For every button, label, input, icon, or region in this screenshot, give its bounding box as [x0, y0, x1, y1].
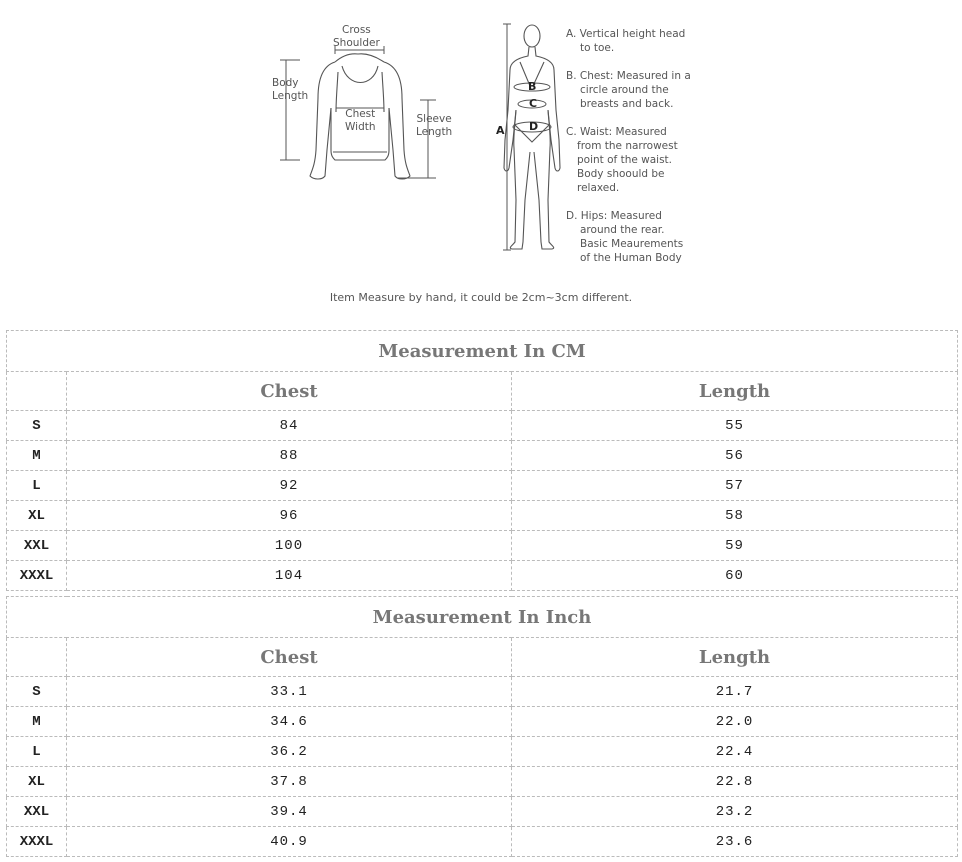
- chest-cell: 96: [67, 501, 512, 531]
- header-length: Length: [512, 638, 958, 677]
- size-cell: M: [7, 707, 67, 737]
- note-b-line3: breasts and back.: [580, 98, 674, 110]
- table-row: [7, 827, 958, 857]
- table-row: [7, 471, 958, 501]
- note-a-line1: A. Vertical height head: [566, 28, 686, 40]
- letter-a: A: [496, 124, 505, 137]
- table-title: Measurement In CM: [7, 331, 958, 372]
- body-length-line2: Length: [272, 89, 309, 102]
- size-cell: L: [7, 471, 67, 501]
- size-cell: S: [7, 677, 67, 707]
- table-row: [7, 561, 958, 591]
- chest-cell: 92: [67, 471, 512, 501]
- chest-cell: 100: [67, 531, 512, 561]
- chest-cell: 36.2: [67, 737, 512, 767]
- header-size: [7, 372, 67, 411]
- letter-b: B: [528, 80, 537, 93]
- measurement-diagram: [0, 0, 962, 310]
- size-table-inch: [6, 596, 958, 857]
- header-chest: Chest: [67, 372, 512, 411]
- length-cell: 57: [512, 471, 958, 501]
- note-c-line2: from the narrowest: [577, 140, 678, 152]
- note-a: [566, 27, 685, 55]
- note-d-line4: of the Human Body: [580, 252, 682, 264]
- note-d: [566, 209, 683, 265]
- chest-width-line2: Width: [345, 120, 376, 133]
- chest-cell: 33.1: [67, 677, 512, 707]
- length-cell: 60: [512, 561, 958, 591]
- header-length: Length: [512, 372, 958, 411]
- note-c-line5: relaxed.: [577, 182, 620, 194]
- size-cell: S: [7, 411, 67, 441]
- table-row: [7, 411, 958, 441]
- header-chest: Chest: [67, 638, 512, 677]
- size-cell: L: [7, 737, 67, 767]
- body-length-label: [272, 77, 308, 102]
- size-table-cm: [6, 330, 958, 591]
- note-d-line2: around the rear.: [580, 224, 665, 236]
- body-drawing: [504, 25, 560, 249]
- length-cell: 22.0: [512, 707, 958, 737]
- chest-cell: 104: [67, 561, 512, 591]
- chest-width-line1: Chest: [345, 108, 376, 120]
- chest-cell: 39.4: [67, 797, 512, 827]
- table-row: [7, 797, 958, 827]
- size-cell: XXXL: [7, 561, 67, 591]
- note-d-line1: D. Hips: Measured: [566, 210, 662, 222]
- note-b-line2: circle around the: [580, 84, 669, 96]
- length-cell: 23.2: [512, 797, 958, 827]
- measurement-disclaimer: Item Measure by hand, it could be 2cm~3cm different.: [329, 291, 633, 304]
- size-cell: XXL: [7, 797, 67, 827]
- note-b: [566, 69, 691, 111]
- note-c-line3: point of the waist.: [577, 154, 673, 166]
- table-row: [7, 501, 958, 531]
- chest-cell: 84: [67, 411, 512, 441]
- note-b-line1: B. Chest: Measured in a: [566, 70, 691, 82]
- note-c-line1: C. Waist: Measured: [566, 126, 667, 138]
- length-cell: 22.8: [512, 767, 958, 797]
- length-cell: 55: [512, 411, 958, 441]
- note-c-line4: Body shoould be: [577, 168, 665, 180]
- size-cell: XL: [7, 501, 67, 531]
- cross-shoulder-line1: Cross: [341, 24, 371, 36]
- table-title: Measurement In Inch: [7, 597, 958, 638]
- header-size: [7, 638, 67, 677]
- length-cell: 22.4: [512, 737, 958, 767]
- size-cell: XXL: [7, 531, 67, 561]
- table-row: [7, 767, 958, 797]
- size-cell: XXXL: [7, 827, 67, 857]
- sleeve-length-line1: Sleeve: [416, 113, 452, 125]
- length-cell: 59: [512, 531, 958, 561]
- cross-shoulder-label: [333, 24, 380, 49]
- table-row: [7, 677, 958, 707]
- note-c: [566, 125, 678, 195]
- note-d-line3: Basic Meaurements: [580, 238, 684, 250]
- chest-cell: 88: [67, 441, 512, 471]
- cross-shoulder-line2: Shoulder: [333, 36, 380, 49]
- body-length-line1: Body: [272, 77, 299, 89]
- chest-cell: 40.9: [67, 827, 512, 857]
- size-cell: XL: [7, 767, 67, 797]
- table-row: [7, 441, 958, 471]
- length-cell: 21.7: [512, 677, 958, 707]
- table-row: [7, 531, 958, 561]
- table-row: [7, 707, 958, 737]
- chest-width-label: [345, 108, 376, 133]
- size-cell: M: [7, 441, 67, 471]
- table-row: [7, 737, 958, 767]
- letter-c: C: [529, 97, 538, 110]
- sleeve-length-line2: Length: [416, 125, 453, 138]
- length-cell: 58: [512, 501, 958, 531]
- length-cell: 56: [512, 441, 958, 471]
- note-a-line2: to toe.: [580, 42, 615, 54]
- letter-d: D: [529, 120, 539, 133]
- chest-cell: 37.8: [67, 767, 512, 797]
- sleeve-length-label: [416, 113, 452, 138]
- sweater-and-body-illustration: [0, 0, 962, 290]
- chest-cell: 34.6: [67, 707, 512, 737]
- length-cell: 23.6: [512, 827, 958, 857]
